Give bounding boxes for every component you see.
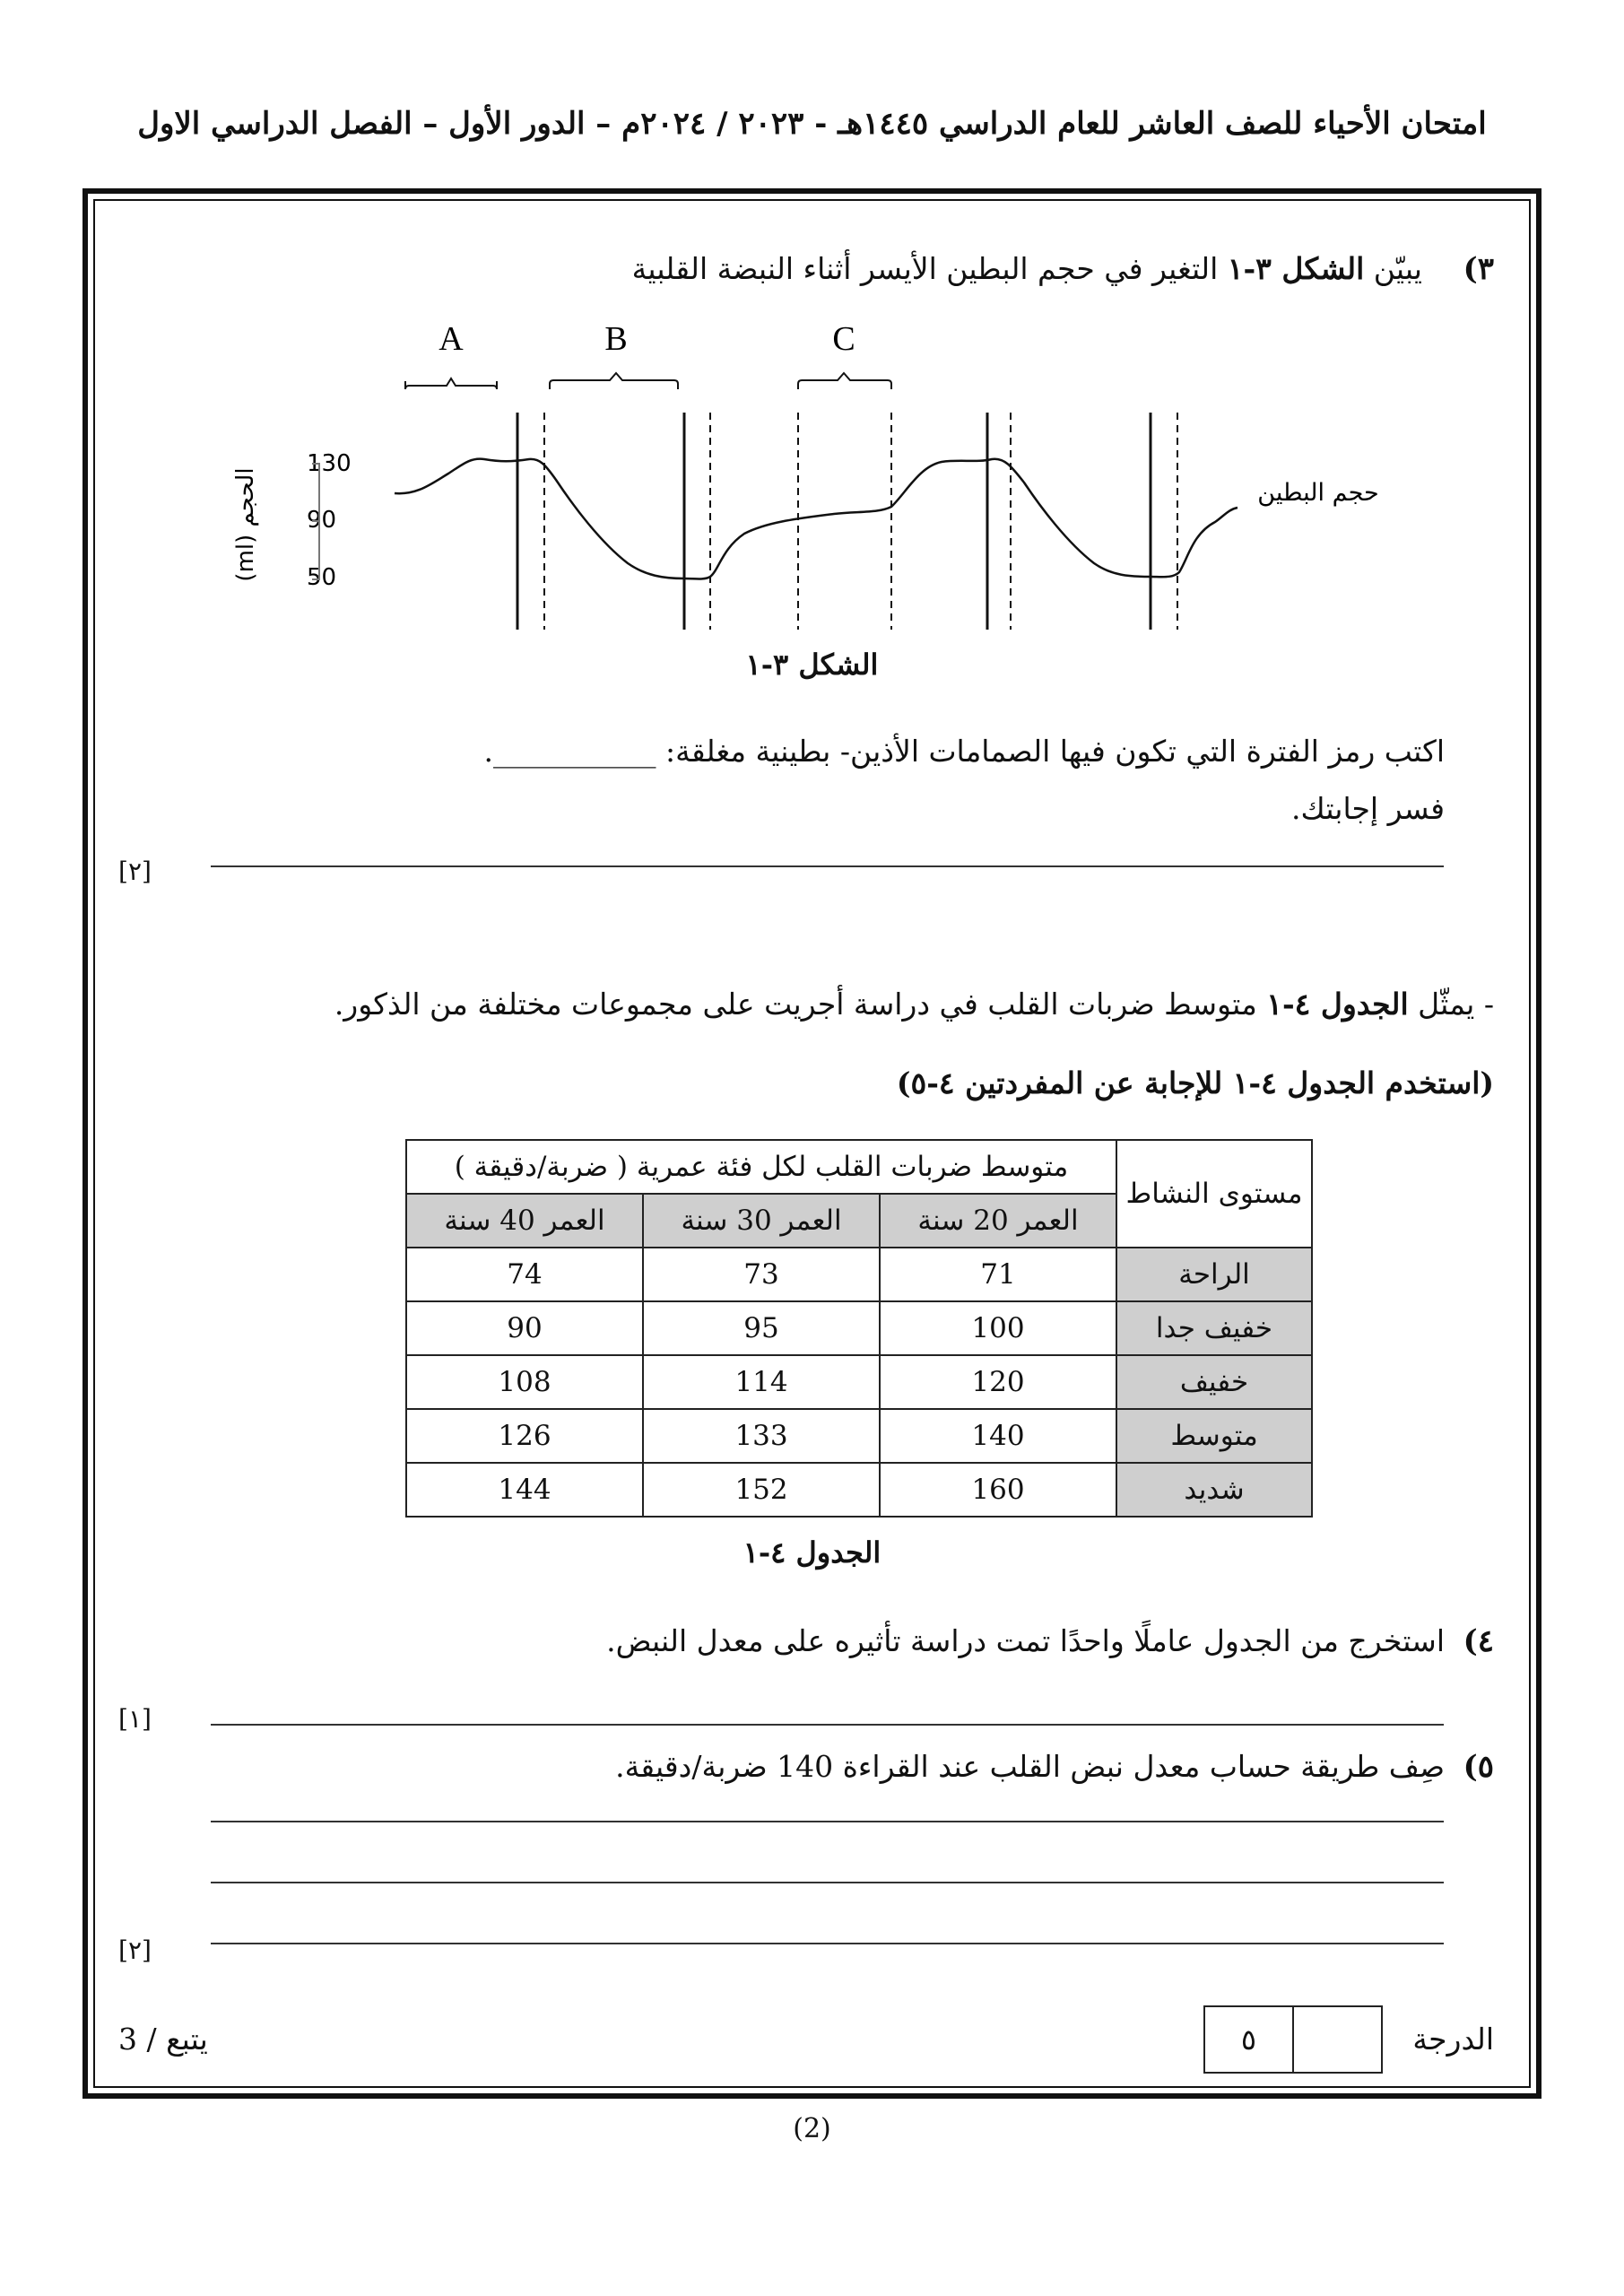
table-caption: الجدول ٤-١: [743, 1535, 881, 1570]
answer-line-q3[interactable]: [211, 865, 1444, 867]
figure-caption: الشكل ٣-١: [745, 648, 879, 682]
table-cell-value: 160: [880, 1463, 1116, 1517]
question-3-intro-post: التغير في حجم البطين الأيسر أثناء النبضة القلبية: [631, 251, 1228, 286]
y-tick-130: 130: [307, 450, 352, 477]
use-table-instruction: (استخدم الجدول ٤-١ للإجابة عن المفردتين ٤-٥): [896, 1065, 1494, 1100]
table-cell-level: خفيف: [1116, 1355, 1312, 1409]
phase-solid-lines: [517, 413, 1151, 630]
table-cell-value: 140: [880, 1409, 1116, 1463]
answer-line-q5-2[interactable]: [211, 1882, 1444, 1883]
question-5-number: ٥): [1463, 1749, 1494, 1785]
table-cell-value: 100: [880, 1301, 1116, 1355]
bracket-a: [405, 378, 497, 389]
table-intro: [334, 987, 1494, 1022]
grade-score-field[interactable]: [1292, 2007, 1381, 2072]
phase-dashed-lines: [544, 413, 1177, 630]
question-3-number: ٣): [1463, 251, 1494, 287]
grade-value: ٥: [1240, 2022, 1257, 2057]
table-row: [406, 1248, 1312, 1301]
table-row: [406, 1355, 1312, 1409]
table-intro-post: متوسط ضربات القلب في دراسة أجريت على مجموعات مختلفة من الذكور.: [334, 987, 1267, 1022]
question-4-text: استخرج من الجدول عاملًا واحدًا تمت دراسة تأثيره على معدل النبض.: [606, 1623, 1445, 1658]
table-intro-ref: الجدول ٤-١: [1266, 987, 1409, 1022]
table-row: [406, 1463, 1312, 1517]
grade-label: الدرجة: [1412, 2022, 1494, 2057]
question-3-intro-figure-ref: الشكل ٣-١: [1227, 251, 1365, 286]
period-label-a: A: [439, 323, 464, 358]
curve-label: حجم البطين: [1257, 479, 1379, 507]
table-cell-level: متوسط: [1116, 1409, 1312, 1463]
table-cell-value: 126: [406, 1409, 643, 1463]
page-number: (2): [793, 2113, 831, 2144]
table-cell-level: شديد: [1116, 1463, 1312, 1517]
period-label-b: B: [604, 323, 628, 358]
table-cell-value: 71: [880, 1248, 1116, 1301]
table-header-age-40: العمر 40 سنة: [406, 1194, 643, 1248]
table-header-row: [406, 1140, 1312, 1194]
question-5-text: صِف طريقة حساب معدل نبض القلب عند القراءة 140 ضربة/دقيقة.: [615, 1749, 1445, 1784]
table-cell-value: 95: [643, 1301, 880, 1355]
mark-q3: [٢]: [118, 857, 152, 886]
table-row: [406, 1301, 1312, 1355]
table-cell-value: 90: [406, 1301, 643, 1355]
answer-line-q4[interactable]: [211, 1724, 1444, 1726]
y-axis-label: الحجم (ml): [232, 467, 259, 582]
mark-q4: [١]: [118, 1704, 152, 1734]
table-cell-value: 144: [406, 1463, 643, 1517]
question-4-number: ٤): [1463, 1623, 1494, 1659]
table-cell-value: 120: [880, 1355, 1116, 1409]
table-cell-level: الراحة: [1116, 1248, 1312, 1301]
y-tick-90: 90: [307, 507, 337, 534]
table-header-age-30: العمر 30 سنة: [643, 1194, 880, 1248]
mark-q5: [٢]: [118, 1935, 152, 1965]
table-cell-value: 74: [406, 1248, 643, 1301]
bracket-b: [550, 373, 678, 389]
table-row: [406, 1409, 1312, 1463]
y-tick-50: 50: [307, 564, 337, 591]
ventricle-volume-curve: [395, 459, 1238, 579]
heart-rate-table: [405, 1139, 1313, 1518]
table-intro-pre: - يمثّل: [1408, 987, 1494, 1022]
y-axis-ticks: [312, 464, 319, 579]
table-cell-value: 108: [406, 1355, 643, 1409]
question-3-intro-pre: يبيّن: [1364, 251, 1422, 286]
table-cell-value: 114: [643, 1355, 880, 1409]
question-3-prompt: اكتب رمز الفترة التي تكون فيها الصمامات الأذين- بطينية مغلقة: ___________.: [483, 734, 1445, 769]
grade-box: [1203, 2005, 1383, 2074]
answer-line-q5-3[interactable]: [211, 1943, 1444, 1944]
table-header-group: متوسط ضربات القلب لكل فئة عمرية ( ضربة/دقيقة ): [406, 1140, 1116, 1194]
continue-note: يتبع / 3: [118, 2022, 208, 2057]
answer-line-q5-1[interactable]: [211, 1821, 1444, 1822]
table-header-age-20: العمر 20 سنة: [880, 1194, 1116, 1248]
bracket-c: [798, 373, 891, 389]
table-cell-value: 152: [643, 1463, 880, 1517]
table-header-level: مستوى النشاط: [1116, 1140, 1312, 1248]
table-cell-level: خفيف جدا: [1116, 1301, 1312, 1355]
ventricle-volume-figure: [206, 323, 1399, 637]
table-cell-value: 133: [643, 1409, 880, 1463]
question-3-explain: فسر إجابتك.: [1291, 791, 1445, 826]
exam-header-title: امتحان الأحياء للصف العاشر للعام الدراسي ١٤٤٥هـ - ٢٠٢٣ / ٢٠٢٤م – الدور الأول – الفصل الدراسي الاول: [137, 106, 1487, 142]
question-3-intro: [632, 251, 1422, 286]
period-label-c: C: [832, 323, 855, 358]
table-cell-value: 73: [643, 1248, 880, 1301]
